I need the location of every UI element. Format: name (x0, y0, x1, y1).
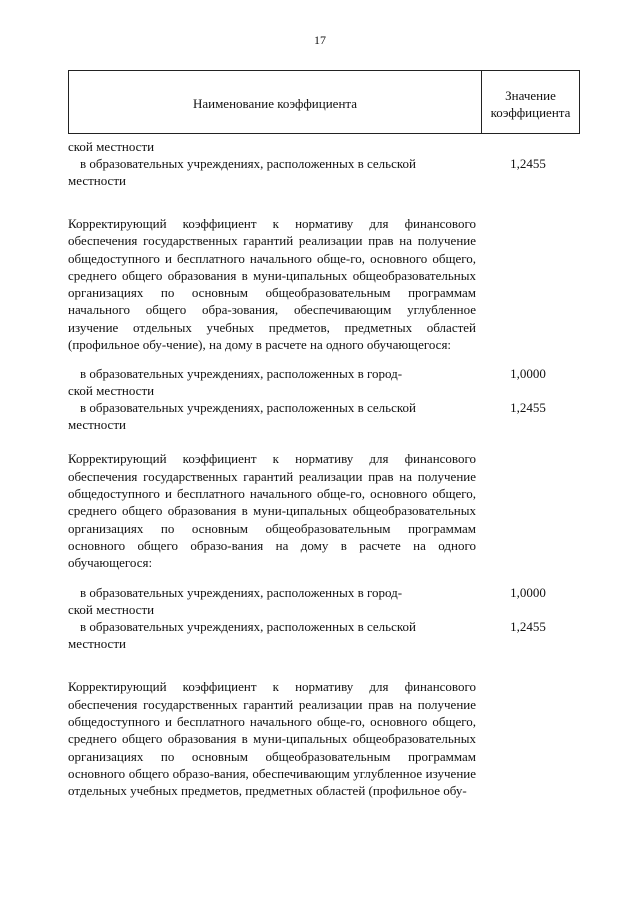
table-row (68, 138, 580, 155)
table-row (68, 215, 580, 353)
row-name-line: в образовательных учреждениях, расположенных в сельской (80, 619, 416, 635)
row-name-line: местности (68, 417, 126, 433)
row-name-line: в образовательных учреждениях, расположенных в город- (80, 585, 403, 601)
row-value: 1,0000 (510, 585, 546, 601)
row-name-line: в образовательных учреждениях, расположенных в сельской (80, 400, 416, 416)
row-name (68, 399, 476, 433)
coefficient-description: Корректирующий коэффициент к нормативу для финансового обеспечения государственных гарантий реализации прав на получение общедоступного и бесплатного начального обще-го, основного общего, среднего общего образования в муни-ципальных общеобразовательных организациях по основным общеобразовательным программам основного общего образо-вания на дому в расчете на одного обучающегося: (68, 451, 476, 571)
coefficient-description: Корректирующий коэффициент к нормативу для финансового обеспечения государственных гарантий реализации прав на получение общедоступного и бесплатного начального обще-го, основного общего, среднего общего образования в муни-ципальных общеобразовательных организациях по основным общеобразовательным программам основного общего образо-вания, обеспечивающим углубленное изучение отдельных учебных предметов, предметных областей (профильное обу- (68, 679, 476, 799)
table-row (68, 450, 580, 571)
coefficient-description: Корректирующий коэффициент к нормативу для финансового обеспечения государственных гарантий реализации прав на получение общедоступного и бесплатного начального обще-го, основного общего, среднего общего образования в муни-ципальных общеобразовательных организациях по основным общеобразовательным программам начального общего обра-зования, обеспечивающим углубленное изучение отдельных учебных предметов, предметных областей (профильное обу-чение), на дому в расчете на одного обучающегося: (68, 216, 476, 353)
table-row (68, 678, 580, 799)
row-name (68, 155, 476, 189)
row-name-line: местности (68, 173, 126, 188)
row-value: 1,0000 (510, 366, 546, 382)
row-name-line: ской местности (68, 602, 155, 618)
header-value-line2: коэффициента (490, 105, 571, 120)
coefficients-table (68, 70, 580, 800)
table-row (68, 618, 580, 652)
header-value-line1: Значение (505, 88, 556, 103)
table-row (68, 584, 580, 618)
row-value: 1,2455 (510, 156, 546, 171)
row-value: 1,2455 (510, 400, 546, 416)
table-header (68, 70, 580, 134)
table-body (68, 138, 580, 800)
table-row (68, 365, 580, 399)
page-number: 17 (314, 33, 326, 47)
table-row (68, 155, 580, 189)
header-value-column (482, 71, 579, 133)
row-name-line: ской местности (68, 383, 155, 399)
header-name-column: Наименование коэффициента (69, 71, 482, 133)
row-name (68, 365, 476, 399)
row-name (68, 584, 476, 618)
row-name (68, 618, 476, 652)
row-name-line: в образовательных учреждениях, расположенных в сельской (80, 156, 416, 171)
row-value: 1,2455 (510, 619, 546, 635)
table-row (68, 399, 580, 433)
row-continuation: ской местности (68, 139, 155, 154)
row-name-line: местности (68, 636, 126, 652)
row-name-line: в образовательных учреждениях, расположенных в город- (80, 366, 403, 382)
